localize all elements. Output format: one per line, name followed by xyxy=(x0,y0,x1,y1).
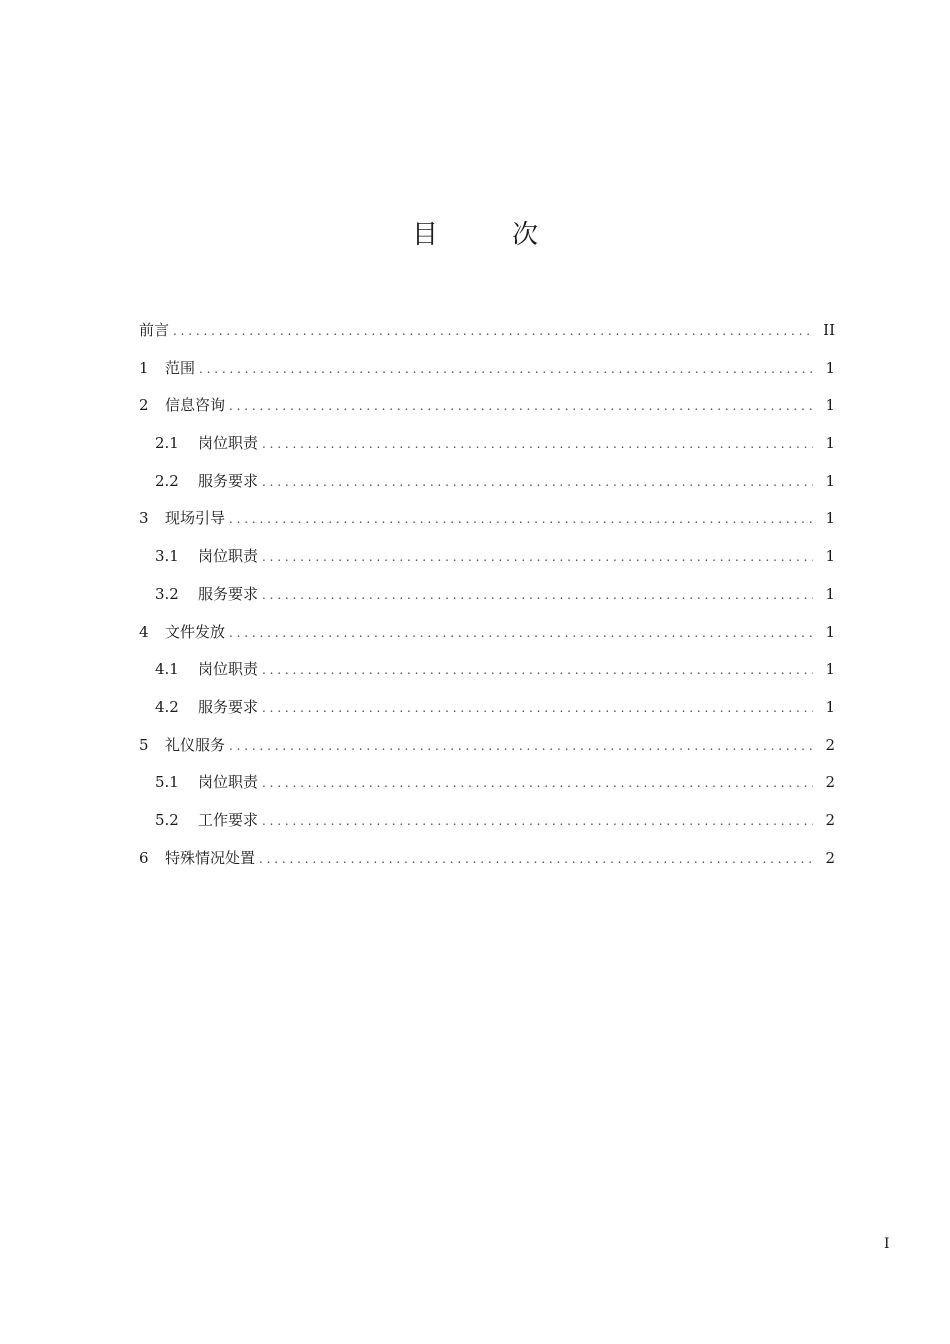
toc-entry-5[interactable] xyxy=(139,727,835,765)
toc-entry-6[interactable] xyxy=(139,840,835,878)
toc-entry-label: 范围 xyxy=(165,358,196,377)
toc-entry-page: 2 xyxy=(825,848,835,867)
toc-entry-number: 1 xyxy=(139,358,149,377)
toc-dot-leader xyxy=(173,313,813,351)
toc-dot-leader xyxy=(262,577,813,615)
toc-entry-page: 1 xyxy=(825,471,835,490)
toc-entry-label: 岗位职责 xyxy=(198,434,259,453)
toc-entry-4[interactable] xyxy=(139,614,835,652)
toc-entry-5-1[interactable] xyxy=(139,764,835,802)
toc-dot-leader xyxy=(229,615,813,653)
toc-entry-page: 1 xyxy=(825,509,835,528)
toc-entry-2-2[interactable] xyxy=(139,463,835,501)
toc-dot-leader xyxy=(199,351,813,389)
toc-dot-leader xyxy=(262,690,813,728)
toc-entry-number: 3 xyxy=(139,509,149,528)
toc-entry-4-2[interactable] xyxy=(139,689,835,727)
toc-entry-number: 2.1 xyxy=(155,434,179,453)
toc-dot-leader xyxy=(262,464,813,502)
toc-entry-number: 4.1 xyxy=(155,660,179,679)
toc-entry-preface[interactable] xyxy=(139,312,835,350)
toc-entry-label: 服务要求 xyxy=(198,697,259,716)
toc-entry-number: 4 xyxy=(139,622,149,641)
toc-entry-label: 岗位职责 xyxy=(198,547,259,566)
toc-entry-page: 1 xyxy=(825,697,835,716)
toc-entry-page: 2 xyxy=(825,735,835,754)
toc-entry-3-2[interactable] xyxy=(139,576,835,614)
page-number: I xyxy=(884,1236,890,1252)
toc-dot-leader xyxy=(262,539,813,577)
toc-entry-number: 2 xyxy=(139,396,149,415)
toc-entry-number: 5.2 xyxy=(155,810,179,829)
page-title: 目 次 xyxy=(411,220,562,250)
toc-entry-page: 1 xyxy=(825,660,835,679)
toc-entry-number: 6 xyxy=(139,848,149,867)
toc-entry-number: 2.2 xyxy=(155,471,179,490)
toc-entry-label: 岗位职责 xyxy=(198,660,259,679)
toc-entry-label: 文件发放 xyxy=(165,622,226,641)
toc-entry-number: 4.2 xyxy=(155,697,179,716)
toc-entry-page: 2 xyxy=(825,773,835,792)
toc-entry-2[interactable] xyxy=(139,387,835,425)
toc-entry-1[interactable] xyxy=(139,350,835,388)
toc-entry-page: 1 xyxy=(825,547,835,566)
toc-dot-leader xyxy=(262,803,813,841)
toc-entry-5-2[interactable] xyxy=(139,802,835,840)
toc-entry-page: 1 xyxy=(825,396,835,415)
table-of-contents xyxy=(139,312,835,877)
toc-dot-leader xyxy=(262,426,813,464)
toc-entry-label: 礼仪服务 xyxy=(165,735,226,754)
toc-entry-page: 1 xyxy=(825,358,835,377)
toc-entry-label: 服务要求 xyxy=(198,471,259,490)
toc-entry-number: 3.1 xyxy=(155,547,179,566)
toc-entry-4-1[interactable] xyxy=(139,651,835,689)
toc-entry-page: 1 xyxy=(825,434,835,453)
toc-dot-leader xyxy=(229,728,813,766)
toc-entry-number: 5.1 xyxy=(155,773,179,792)
toc-entry-2-1[interactable] xyxy=(139,425,835,463)
toc-dot-leader xyxy=(229,501,813,539)
toc-entry-label: 特殊情况处置 xyxy=(165,848,256,867)
toc-entry-page: 2 xyxy=(825,810,835,829)
toc-entry-label: 现场引导 xyxy=(165,509,226,528)
toc-entry-label: 信息咨询 xyxy=(165,396,226,415)
toc-entry-page: II xyxy=(823,321,835,339)
toc-dot-leader xyxy=(262,765,813,803)
toc-entry-label: 前言 xyxy=(139,321,170,339)
toc-entry-3[interactable] xyxy=(139,500,835,538)
toc-entry-3-1[interactable] xyxy=(139,538,835,576)
toc-entry-label: 工作要求 xyxy=(198,810,259,829)
toc-entry-number: 3.2 xyxy=(155,584,179,603)
toc-dot-leader xyxy=(229,388,813,426)
toc-entry-page: 1 xyxy=(825,584,835,603)
toc-entry-page: 1 xyxy=(825,622,835,641)
toc-entry-label: 服务要求 xyxy=(198,584,259,603)
toc-dot-leader xyxy=(262,652,813,690)
toc-dot-leader xyxy=(259,841,813,879)
toc-entry-number: 5 xyxy=(139,735,149,754)
toc-entry-label: 岗位职责 xyxy=(198,773,259,792)
